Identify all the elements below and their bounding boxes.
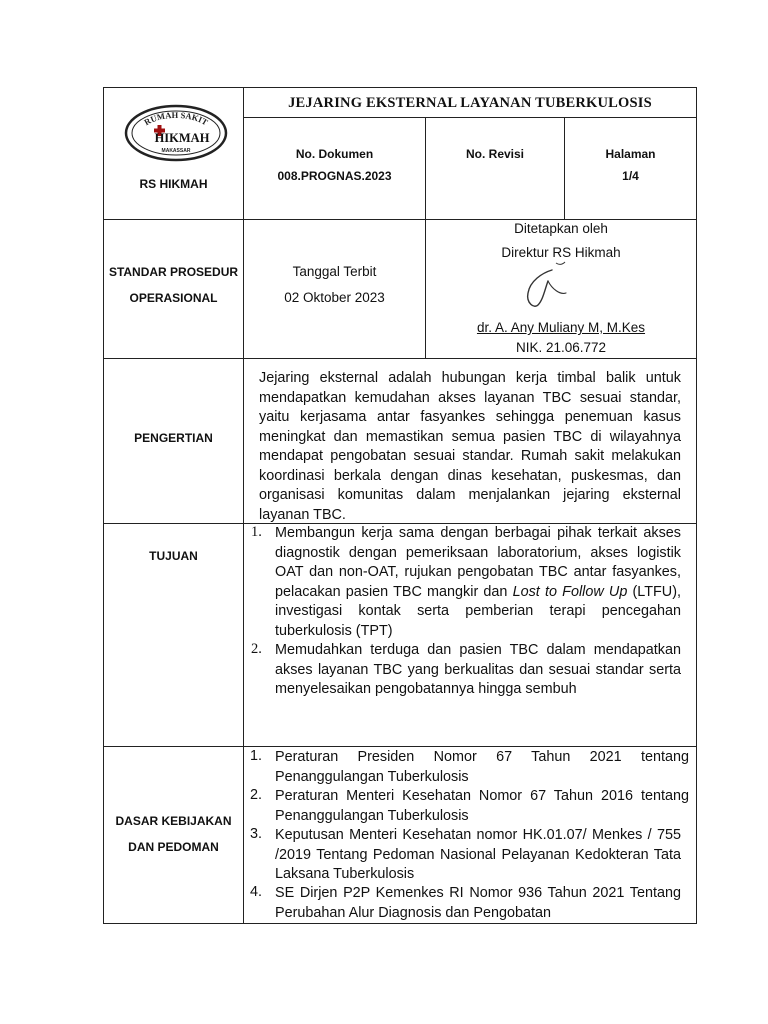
tujuan-item-number: 2. bbox=[251, 641, 262, 657]
logo-top-text: RUMAH SAKIT bbox=[142, 109, 210, 128]
pengertian-label: PENGERTIAN bbox=[134, 431, 213, 445]
page-value: 1/4 bbox=[622, 169, 639, 183]
dasar-item-number: 2. bbox=[250, 787, 263, 803]
hospital-name: RS HIKMAH bbox=[139, 177, 208, 191]
sop-label bbox=[104, 259, 243, 311]
pengertian-text: Jejaring eksternal adalah hubungan kerja timbal balik untuk mendapatkan kemudahan akses layanan TBC sesuai standar, yaitu kerjasama antar fasyankes sehingga penemuan kasus meningkat dan memastikan semua pasien TBC di wilayahnya mendapat pengobatan sesuai standar. Rumah sakit melakukan koordinasi berkala dengan dinas kesehatan, puskesmas, dan organisasi komunitas dalam menjalankan jejaring eksternal layanan TBC. bbox=[259, 370, 681, 523]
tujuan-item-number: 1. bbox=[251, 524, 262, 540]
tujuan-item-1-italic: Lost to Follow Up bbox=[512, 583, 628, 600]
page-label: Halaman bbox=[605, 147, 656, 161]
director-title: Direktur RS Hikmah bbox=[501, 245, 621, 260]
sop-label-line-2: OPERASIONAL bbox=[129, 291, 218, 305]
tujuan-item-2: Memudahkan terduga dan pasien TBC dalam mendapatkan akses layanan TBC yang berkualitas dan sesuai standar serta menyelesaikan pengobatannya hingga sembuh bbox=[275, 642, 681, 697]
table-border-left bbox=[103, 87, 104, 924]
table-border-right bbox=[696, 87, 697, 924]
dasar-label bbox=[104, 808, 243, 860]
dasar-item-number: 3. bbox=[250, 826, 263, 842]
director-name: dr. A. Any Muliany M, M.Kes bbox=[476, 320, 646, 335]
sop-label-line-1: STANDAR PROSEDUR bbox=[108, 265, 239, 279]
doc-number-value: 008.PROGNAS.2023 bbox=[277, 169, 392, 183]
tujuan-label: TUJUAN bbox=[149, 549, 198, 563]
dasar-item-1: Peraturan Presiden Nomor 67 Tahun 2021 tentang Penanggulangan Tuberkulosis bbox=[275, 749, 689, 785]
table-border-top bbox=[103, 87, 697, 88]
dasar-item-number: 1. bbox=[250, 748, 263, 764]
document-title: JEJARING EKSTERNAL LAYANAN TUBERKULOSIS bbox=[288, 95, 652, 111]
revision-label: No. Revisi bbox=[465, 147, 525, 161]
issue-date-value: 02 Oktober 2023 bbox=[284, 290, 385, 305]
tujuan-item-1-text: Membangun kerja sama dengan berbagai pihak terkait akses diagnostik dengan pemeriksaan laboratorium, akses logistik OAT dan non-OAT, rujukan pengobatan TBC antar fasyankes, pelacakan pasien TBC mangkir dan bbox=[275, 525, 681, 600]
dasar-item-2: Peraturan Menteri Kesehatan Nomor 67 Tahun 2016 tentang Penanggulangan Tuberkulosis bbox=[275, 788, 689, 824]
column-divider bbox=[243, 87, 244, 924]
dasar-label-line-1: DASAR KEBIJAKAN bbox=[115, 814, 232, 828]
set-by-label: Ditetapkan oleh bbox=[514, 221, 608, 236]
director-signature bbox=[512, 259, 582, 321]
logo-name: HIKMAH bbox=[154, 131, 210, 145]
director-nik: NIK. 21.06.772 bbox=[515, 340, 607, 355]
row-divider-2 bbox=[103, 358, 697, 359]
logo-city: MAKASSAR bbox=[161, 148, 191, 154]
title-divider bbox=[243, 117, 697, 118]
header-col-divider-2 bbox=[564, 117, 565, 219]
row-divider-1 bbox=[103, 219, 697, 220]
dasar-item-4: SE Dirjen P2P Kemenkes RI Nomor 936 Tahun 2021 Tentang Perubahan Alur Diagnosis dan Pengobatan bbox=[275, 885, 681, 921]
doc-number-label: No. Dokumen bbox=[295, 147, 374, 161]
row-divider-4 bbox=[103, 746, 697, 747]
table-border-bottom bbox=[103, 923, 697, 924]
tujuan-item-1 bbox=[275, 524, 681, 641]
dasar-label-line-2: DAN PEDOMAN bbox=[128, 840, 219, 854]
dasar-item-3: Keputusan Menteri Kesehatan nomor HK.01.07/ Menkes / 755 /2019 Tentang Pedoman Nasional Pelayanan Kedokteran Tata Laksana Tuberkulosis bbox=[275, 827, 681, 882]
hospital-logo bbox=[124, 104, 228, 162]
tujuan-item-1-text-end: (LTFU), investigasi kontak serta pemberian terapi pencegahan tuberkulosis (TPT) bbox=[275, 583, 681, 639]
dasar-item-number: 4. bbox=[250, 884, 263, 900]
issue-date-label: Tanggal Terbit bbox=[292, 264, 377, 279]
